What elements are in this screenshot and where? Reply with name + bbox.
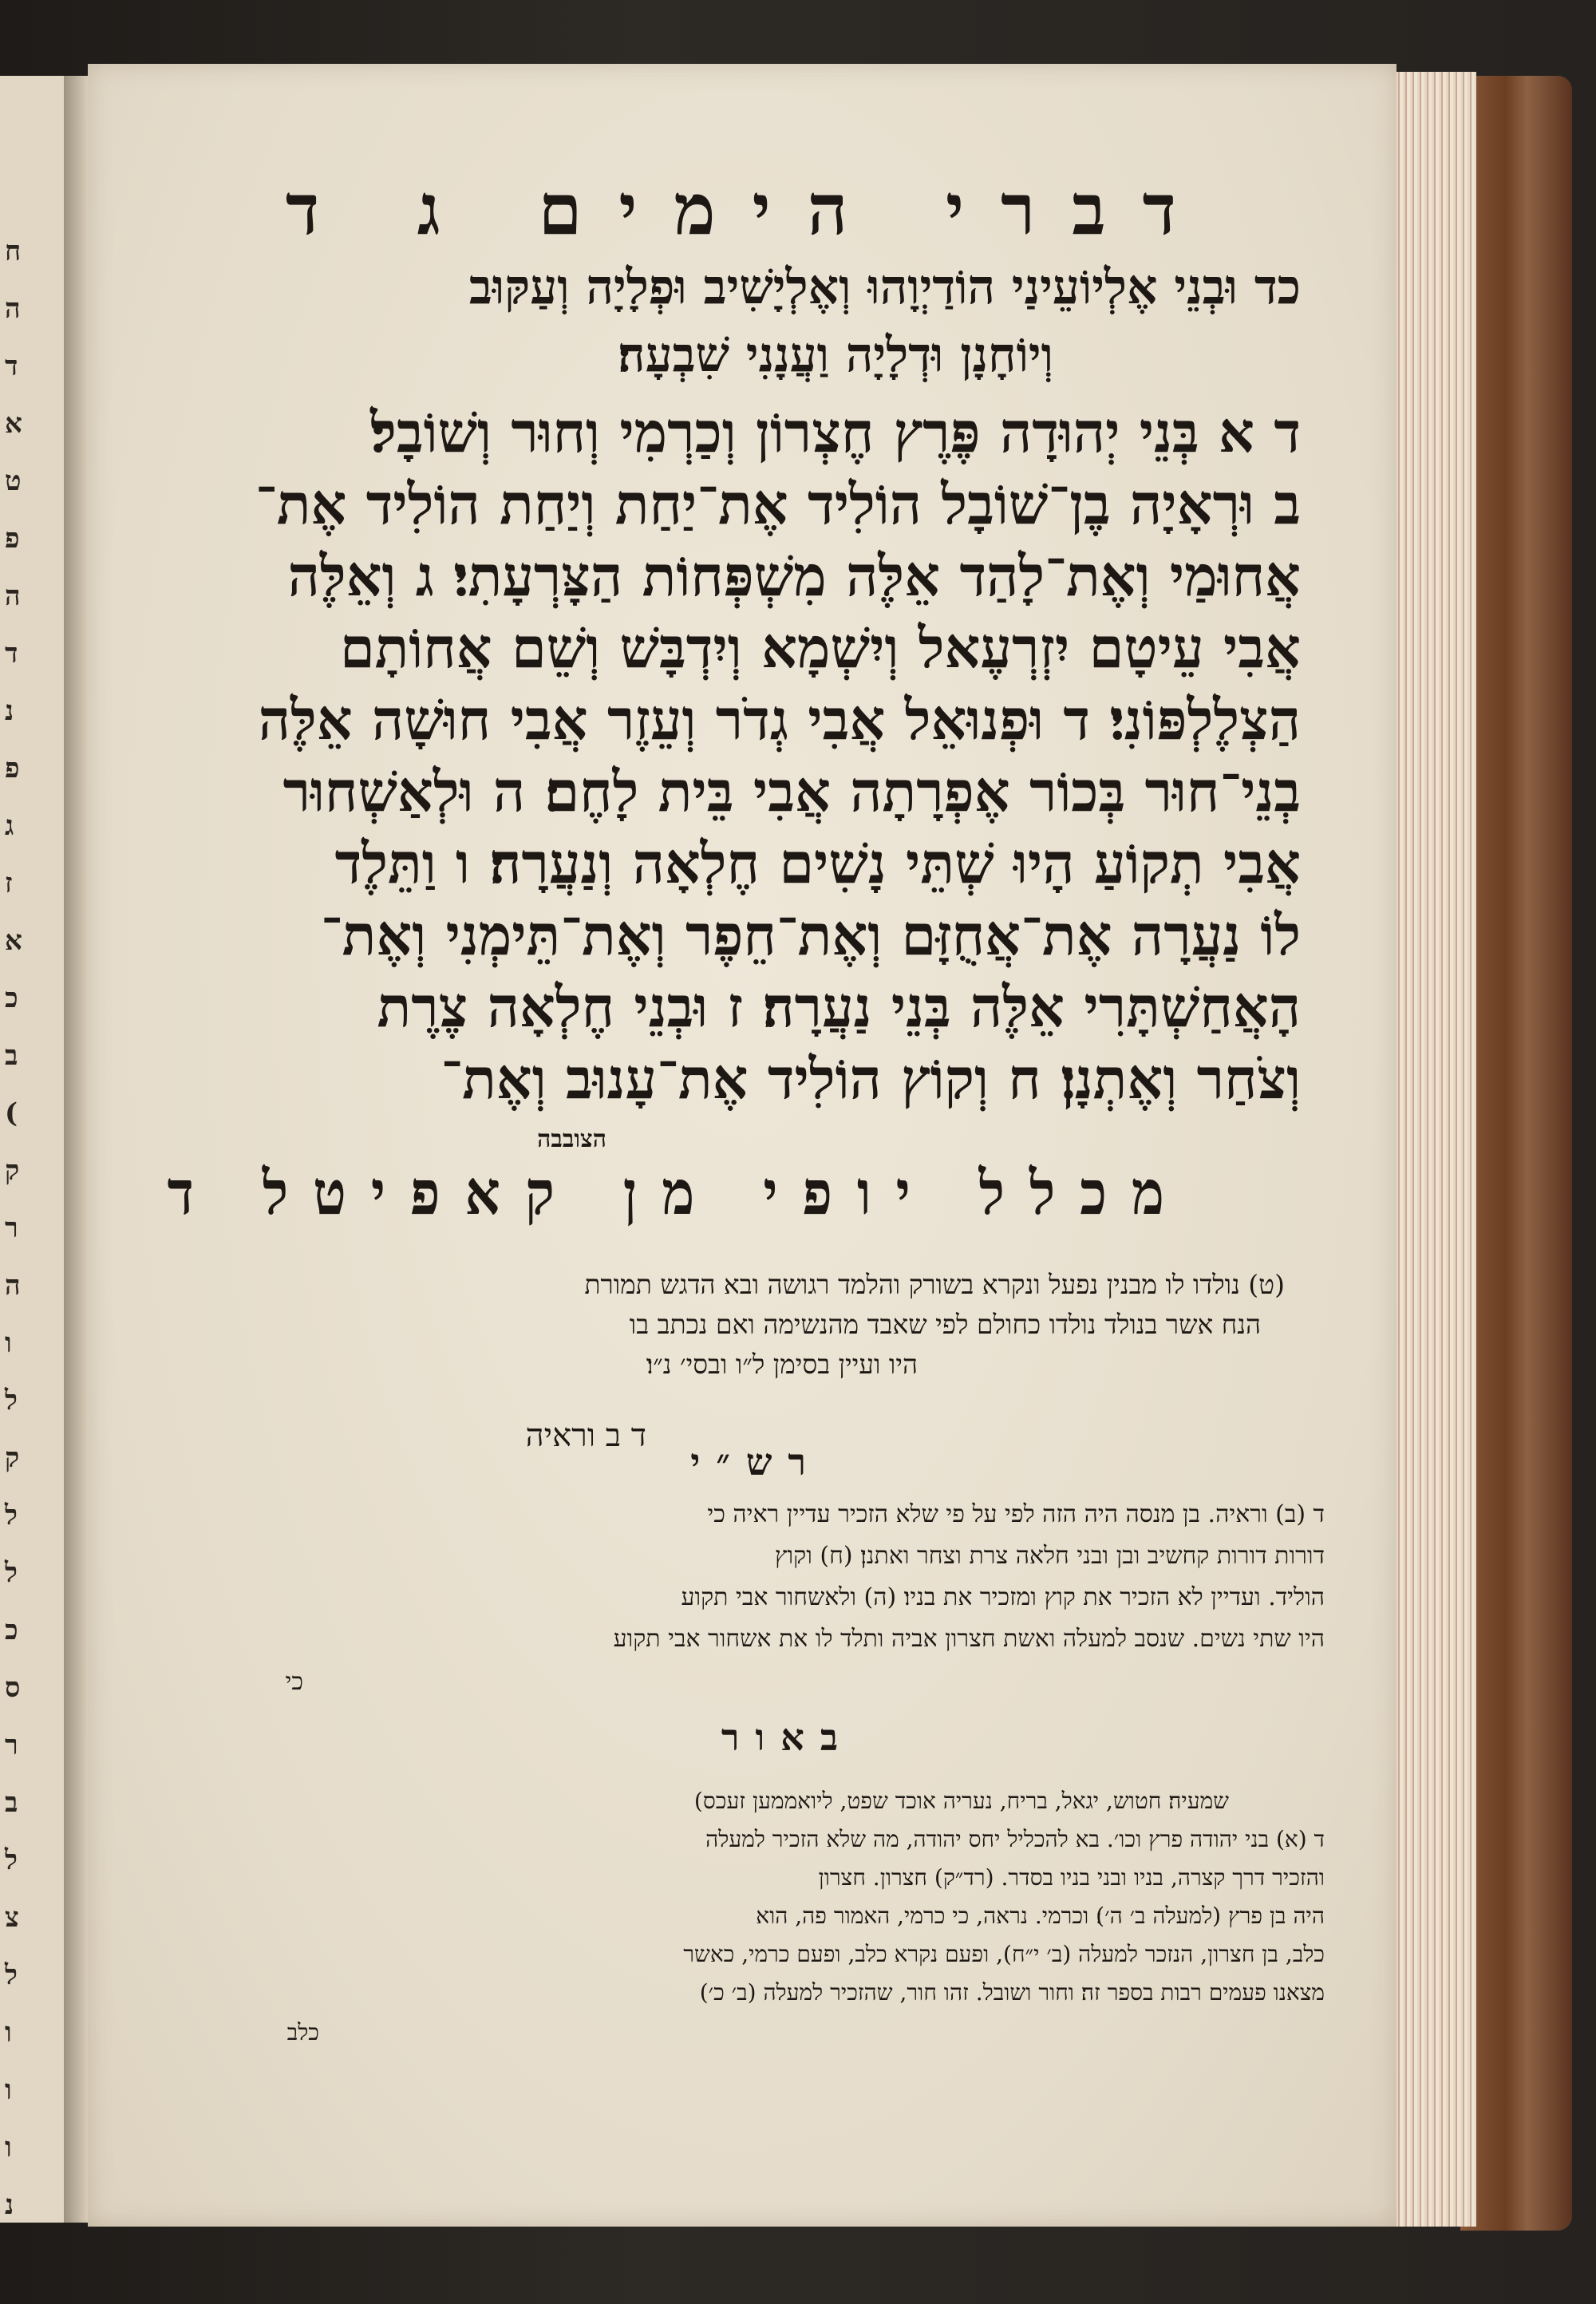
rashi-line: הוליד. ועדיין לא הזכיר את קוץ ומזכיר את בניו׃ (ה) ולאשחור אבי תקוע: [681, 1583, 1325, 1611]
previous-page-letter: ד: [5, 638, 18, 670]
previous-page-letter: ב: [5, 1040, 18, 1072]
rashi-line: ד (ב) וראיה. בן מנסה היה הזה לפי על פי שלא הזכיר עדיין ראיה כי: [707, 1500, 1325, 1528]
previous-page-letter: ו: [5, 2074, 12, 2106]
previous-page-letter: ח: [5, 235, 22, 267]
biur-heading: באור: [721, 1716, 854, 1759]
previous-page-letter: ב: [5, 1787, 18, 1819]
previous-page-edge: [0, 76, 65, 2223]
previous-page-letter: ג: [5, 810, 14, 842]
previous-page-letter: ו: [5, 1327, 12, 1359]
biur-line: שמעיה׃ חטוש, יגאל, בריח, נעריה אוכד שפט, ליואממען זעכס): [693, 1788, 1229, 1814]
rashi-line: דורות דורות קחשיב ובן ובני חלאה צרת וצחר ואתנן׃ (ח) וקוץ: [774, 1542, 1325, 1570]
previous-page-letter: נ: [5, 2189, 14, 2221]
biur-line: כלב: [286, 2019, 319, 2045]
michlol-small-label: הצובבה: [537, 1125, 606, 1153]
book-gutter: [64, 76, 88, 2223]
main-line: ד א בְּנֵי יְהוּדָה פֶּרֶץ חֶצְרוֹן וְכַרְמִי וְחוּר וְשׁוֹבָל׃: [370, 399, 1301, 465]
previous-page-letter: ו: [5, 2017, 12, 2049]
previous-page-letter: (: [5, 1097, 18, 1129]
previous-page-letter: פ: [5, 753, 20, 784]
previous-page-letter: ר: [5, 1729, 18, 1761]
biur-line: כלב, בן חצרון, הנזכר למעלה (ב׳ י״ח), ופעם נקרא כלב, ופעם כרמי, כאשר: [683, 1941, 1325, 1967]
main-line: לוֹ נַעֲרָה אֶת־אֲחֻזָּם וְאֶת־חֵפֶר וְאֶת־תֵּימְנִי וְאֶת־: [320, 902, 1301, 968]
previous-page-letter: נ: [5, 695, 14, 727]
previous-page-letter: ר: [5, 1212, 18, 1244]
right-label: ד ב וראיה: [525, 1417, 646, 1454]
book-cover-board: [1460, 76, 1572, 2231]
previous-page-letter: ס: [5, 1672, 21, 1704]
previous-page-letter: ה: [5, 293, 21, 325]
main-line: הַצְלֶלְפּוֹנִי׃ ד וּפְנוּאֵל אֲבִי גְדֹר וְעֵזֶר אֲבִי חוּשָׁה אֵלֶּה: [258, 686, 1301, 753]
main-line: ב וּרְאָיָה בֶן־שׁוֹבָל הוֹלִיד אֶת־יַחַת וְיַחַת הוֹלִיד אֶת־: [255, 471, 1301, 537]
previous-page-letter: ה: [5, 1270, 21, 1302]
previous-page-letter: ק: [5, 1442, 20, 1474]
biur-line: היה בן פרץ (למעלה ב׳ ה׳)׃ וכרמי. נראה, כי כרמי, האמור פה, הוא: [756, 1903, 1325, 1929]
book-page: [88, 64, 1396, 2227]
previous-page-letter: ו: [5, 2132, 12, 2164]
previous-page-letter: ל: [5, 1844, 18, 1876]
previous-page-letter: כ: [5, 982, 18, 1014]
previous-page-letter: ל: [5, 1500, 18, 1531]
rashi-line: כי: [285, 1668, 303, 1696]
previous-page-letter: ט: [5, 465, 22, 497]
previous-page-letter: א: [5, 925, 22, 957]
michlol-line: הנח אשר בנולד נולדו כחולם לפי שאבד מהנשימה ואם נכתב בו: [629, 1309, 1261, 1340]
previous-page-letter: ל: [5, 1959, 18, 1991]
michlol-line: (ט) נולדו לו מבנין נפעל ונקרא בשורק והלמד רגושה ובא הדגש תמורת: [584, 1269, 1285, 1300]
michlol-heading: מכלל יופי מן קאפיטל ד: [167, 1157, 1189, 1228]
previous-page-letter: ד: [5, 350, 18, 382]
biur-line: והזכיר דרך קצרה, בניו ובני בניו בסדר. (רד״ק) חצרון. חצרון: [818, 1864, 1325, 1891]
previous-page-letter: צ: [5, 1902, 19, 1934]
rashi-line: היו שתי נשים. שנסב למעלה ואשת חצרון אביה ותלד לו את אשחור אבי תקוע: [613, 1625, 1325, 1653]
running-header: דברי הימים ג ד: [285, 168, 1213, 251]
page-edges: [1389, 72, 1476, 2227]
previous-page-letter: ל: [5, 1557, 18, 1589]
previous-page-letter: פ: [5, 523, 20, 555]
previous-page-letter: א: [5, 408, 22, 440]
michlol-line: היו ועיין בסימן ל״ו ובסי׳ נ״ו׃: [646, 1349, 918, 1380]
main-line: אֲבִי תְקוֹעַ הָיוּ שְׁתֵּי נָשִׁים חֶלְאָה וְנַעֲרָה׃ ו וַתֵּלֶד: [334, 830, 1301, 896]
rashi-heading: רש״י: [690, 1440, 822, 1484]
previous-page-letter: ז: [5, 867, 13, 899]
previous-page-letter: ל: [5, 1385, 18, 1417]
main-line: כד וּבְנֵי אֶלְיוֹעֵינַי הוֹדַיְוָהוּ וְאֶלְיָשִׁיב וּפְלָיָה וְעַקּוּב: [468, 259, 1301, 315]
biur-line: מצאנו פעמים רבות בספר זה׃ וחור ושובל. זהו חור, שהזכיר למעלה (ב׳ כ׳): [699, 1979, 1325, 2006]
previous-page-letter: ק: [5, 1155, 20, 1187]
main-line: אֲבִי עֵיטָם יִזְרְעֶאל וְיִשְׁמָא וְיִדְבָּשׁ וְשֵׁם אֲחוֹתָם: [339, 615, 1301, 681]
main-line: בְנֵי־חוּר בְּכוֹר אֶפְרָתָה אֲבִי בֵּית לָחֶם׃ ה וּלְאַשְׁחוּר: [282, 758, 1301, 824]
main-line: וְיוֹחָנָן וּדְלָיָה וַעֲנָנִי שִׁבְעָה׃: [618, 327, 1053, 383]
main-line: הָאֲחַשְׁתָּרִי אֵלֶּה בְּנֵי נַעֲרָה׃ ז וּבְנֵי חֶלְאָה צֶרֶת: [377, 974, 1301, 1040]
previous-page-letter: כ: [5, 1614, 18, 1646]
main-line: וְצֹחַר וְאֶתְנָן׃ ח וְקוֹץ הוֹלִיד אֶת־עָנוּב וְאֶת־: [440, 1045, 1301, 1112]
biur-line: ד (א) בני יהודה פרץ וכו׳. בא להכליל יחס יהודה, מה שלא הזכיר למעלה: [705, 1826, 1325, 1852]
previous-page-letter: ה: [5, 580, 21, 612]
main-line: אֲחוּמַי וְאֶת־לָהַד אֵלֶּה מִשְׁפְּחוֹת הַצָּרְעָתִי׃ ג וְאֵלֶּה: [287, 543, 1301, 609]
